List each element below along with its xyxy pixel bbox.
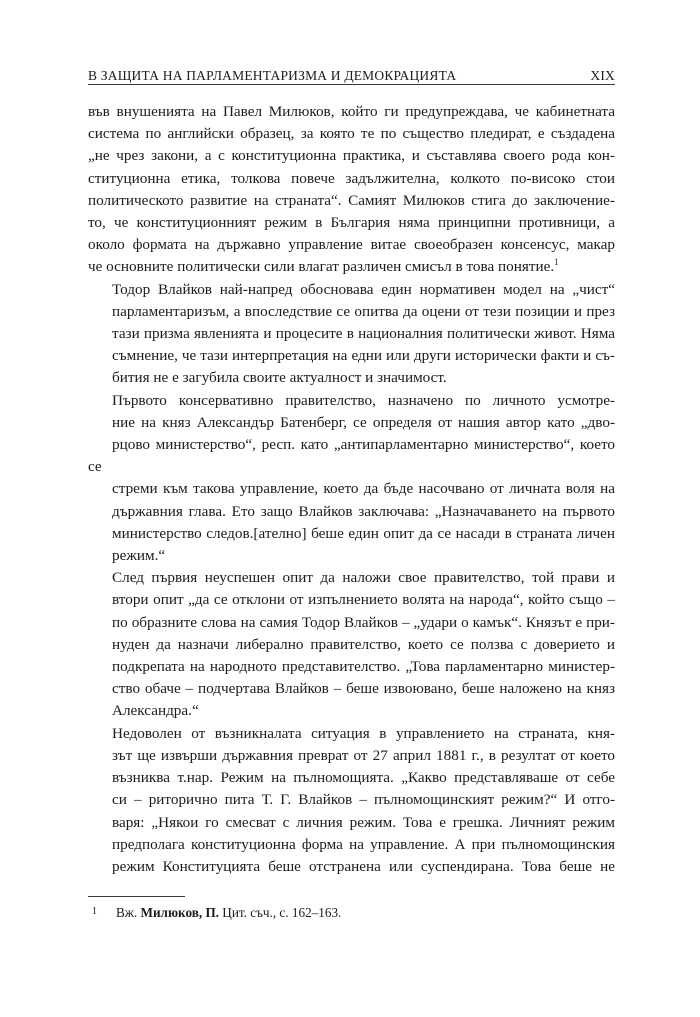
paragraph: [88, 279, 615, 390]
footnote-reference[interactable]: 1: [554, 257, 559, 268]
text-line: политическото развитие на страната“. Самият Милюков стига до заключение-: [88, 191, 615, 209]
text-line: нуден да назначи либерално правителство, което се ползва с доверието и: [112, 635, 615, 653]
body-text: [88, 101, 615, 878]
text-line: възниква т.нар. Режим на пълномощията. „Какво представляваше от себе: [112, 769, 615, 787]
running-header-title: В ЗАЩИТА НА ПАРЛАМЕНТАРИЗМА И ДЕМОКРАЦИЯТА: [88, 68, 457, 83]
page-number: XIX: [590, 68, 615, 83]
text-line: около формата на държавно управление витае своеобразен консенсус, макар: [88, 236, 615, 254]
text-line: Недоволен от възникналата ситуация в управлението на страната, кня-: [112, 724, 615, 742]
text-line: Първото консервативно правителство, назначено по личното усмотре-: [112, 391, 615, 409]
text-line: режим.“: [112, 547, 166, 565]
text-line: бития не е загубила своите актуалност и значимост.: [112, 369, 447, 387]
text-line: ституционна етика, толкова повече задължителна, колкото по-високо стои: [88, 169, 615, 187]
text-line: зът ще извърши държавния преврат от 27 април 1881 г., в резултат от което: [112, 746, 615, 764]
text-line: „не чрез закони, а с конституционна практика, и съставлява своего рода кон-: [88, 147, 615, 165]
footnote: [88, 903, 615, 922]
text-line: стреми към такова управление, което да бъде насочвано от личната воля на: [112, 480, 615, 498]
text-line: си – риторично пита Т. Г. Влайков – пълномощинският режим?“ И отго-: [112, 791, 615, 809]
text-line: система по английски образец, за която те по същество пледират, е създадена: [88, 125, 615, 143]
paragraph: [88, 567, 615, 722]
footnote-rule: [88, 896, 185, 897]
paragraph: [88, 723, 615, 878]
text-line: министерство следов.[ателно] беше един опит да се насади в страната личен: [112, 524, 615, 542]
text-line: рцово министерство“, респ. като „антипарламентарно министерство“, което се: [88, 436, 615, 476]
footnote-prefix: Вж.: [116, 905, 138, 920]
footnote-author: Милюков, П.: [140, 905, 219, 920]
text-line: във внушенията на Павел Милюков, който ги предупреждава, че кабинетната: [88, 103, 615, 120]
text-line: варя: „Някои го смесват с личния режим. Това е грешка. Личният режим: [112, 813, 615, 831]
text-line: Александра.“: [112, 702, 199, 720]
footnote-text: Цит. съч., с. 162–163.: [222, 905, 342, 920]
text-line: режим Конституцията беше отстранена или суспендирана. Това беше не: [112, 857, 615, 875]
text-line: След първия неуспешен опит да наложи свое правителство, той прави и: [112, 569, 615, 587]
text-line: то, че конституционният режим в България няма принципни противници, а: [88, 214, 615, 232]
header-rule: [88, 84, 615, 85]
footnote-number: 1: [92, 906, 97, 917]
text-line: подкрепата на народното представителство. „Това парламентарно министер-: [112, 658, 615, 676]
text-line: съмнение, че тази интерпретация на едни или други исторически факти и съ-: [112, 347, 615, 365]
text-line: че основните политически сили влагат различен смисъл в това понятие.$^1$: [88, 257, 559, 276]
text-line: предполага конституционна форма на управление. А при пълномощинския: [112, 835, 615, 853]
text-line: Тодор Влайков най-напред обосновава един нормативен модел на „чист“: [112, 280, 615, 298]
paragraph: [88, 390, 615, 568]
text-line: държавния глава. Ето защо Влайков заключава: „Назначаването на първото: [112, 502, 615, 520]
text-line: втори опит „да се отклони от изпълнението волята на народа“, който също –: [112, 591, 615, 609]
text-line: парламентаризъм, а впоследствие се опитва да оцени от тези позиции и през: [112, 302, 615, 320]
text-line: по образните слова на самия Тодор Влайков – „удари о камък“. Князът е при-: [112, 613, 615, 631]
text-line: ство обаче – подчертава Влайков – беше извоювано, беше наложено на княз: [112, 680, 615, 698]
running-header: [88, 68, 615, 84]
text-line: тази призма явленията и процесите в националния политически живот. Няма: [112, 325, 615, 343]
paragraph: [88, 101, 615, 279]
text-line: ние на княз Александър Батенберг, се определя от нашия автор като „дво-: [112, 413, 615, 431]
